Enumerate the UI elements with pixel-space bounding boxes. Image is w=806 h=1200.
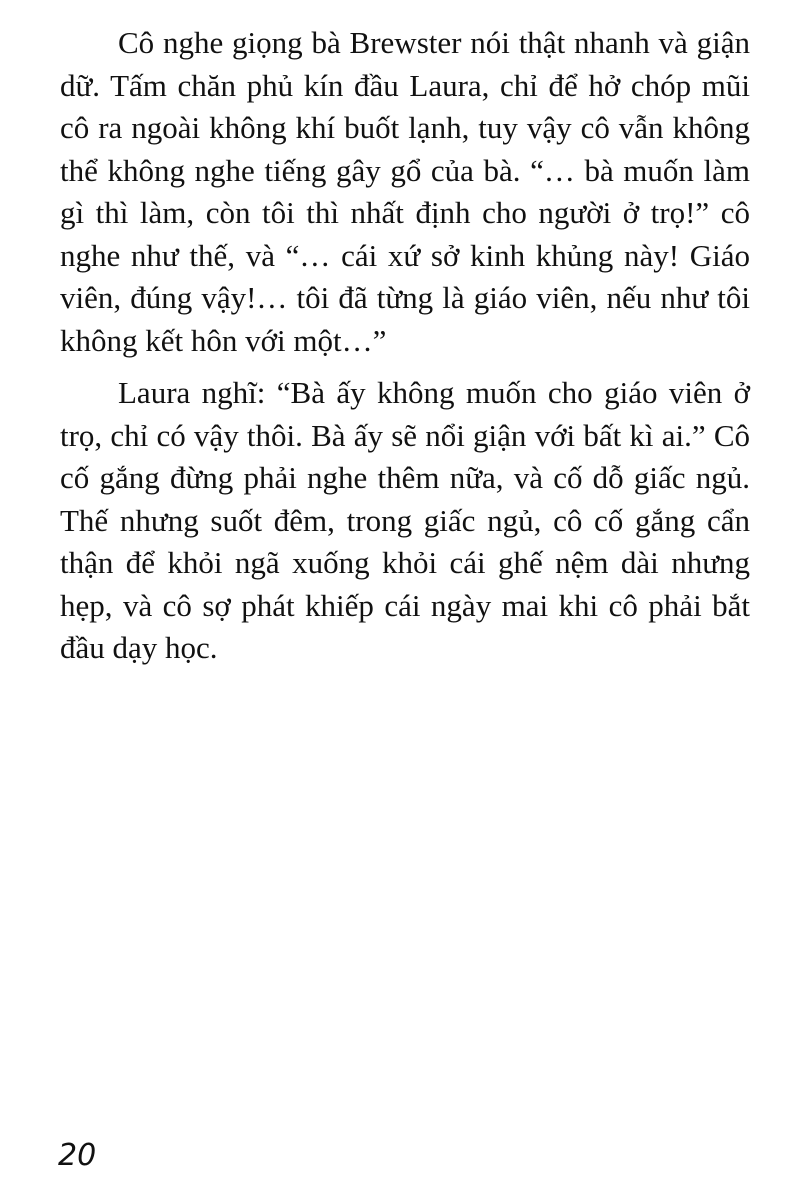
paragraph-2: Laura nghĩ: “Bà ấy không muốn cho giáo viên ở trọ, chỉ có vậy thôi. Bà ấy sẽ nổi giận với bất kì ai.” Cô cố gắng đừng phải nghe thêm nữa, và cố dỗ giấc ngủ. Thế nhưng suốt đêm, trong giấc ngủ, cô cố gắng cẩn thận để khỏi ngã xuống khỏi cái ghế nệm dài nhưng hẹp, và cô sợ phát khiếp cái ngày mai khi cô phải bắt đầu dạy học. xyxy=(60,375,750,665)
paragraph-1: Cô nghe giọng bà Brewster nói thật nhanh và giận dữ. Tấm chăn phủ kín đầu Laura, chỉ để hở chóp mũi cô ra ngoài không khí buốt lạnh, tuy vậy cô vẫn không thể không nghe tiếng gây gổ của bà. “… bà muốn làm gì thì làm, còn tôi thì nhất định cho người ở trọ!” cô nghe như thế, và “… cái xứ sở kinh khủng này! Giáo viên, đúng vậy!… tôi đã từng là giáo viên, nếu như tôi không kết hôn với một…” xyxy=(60,25,750,358)
body-text xyxy=(60,22,750,670)
page-number: 20 xyxy=(58,1138,97,1173)
